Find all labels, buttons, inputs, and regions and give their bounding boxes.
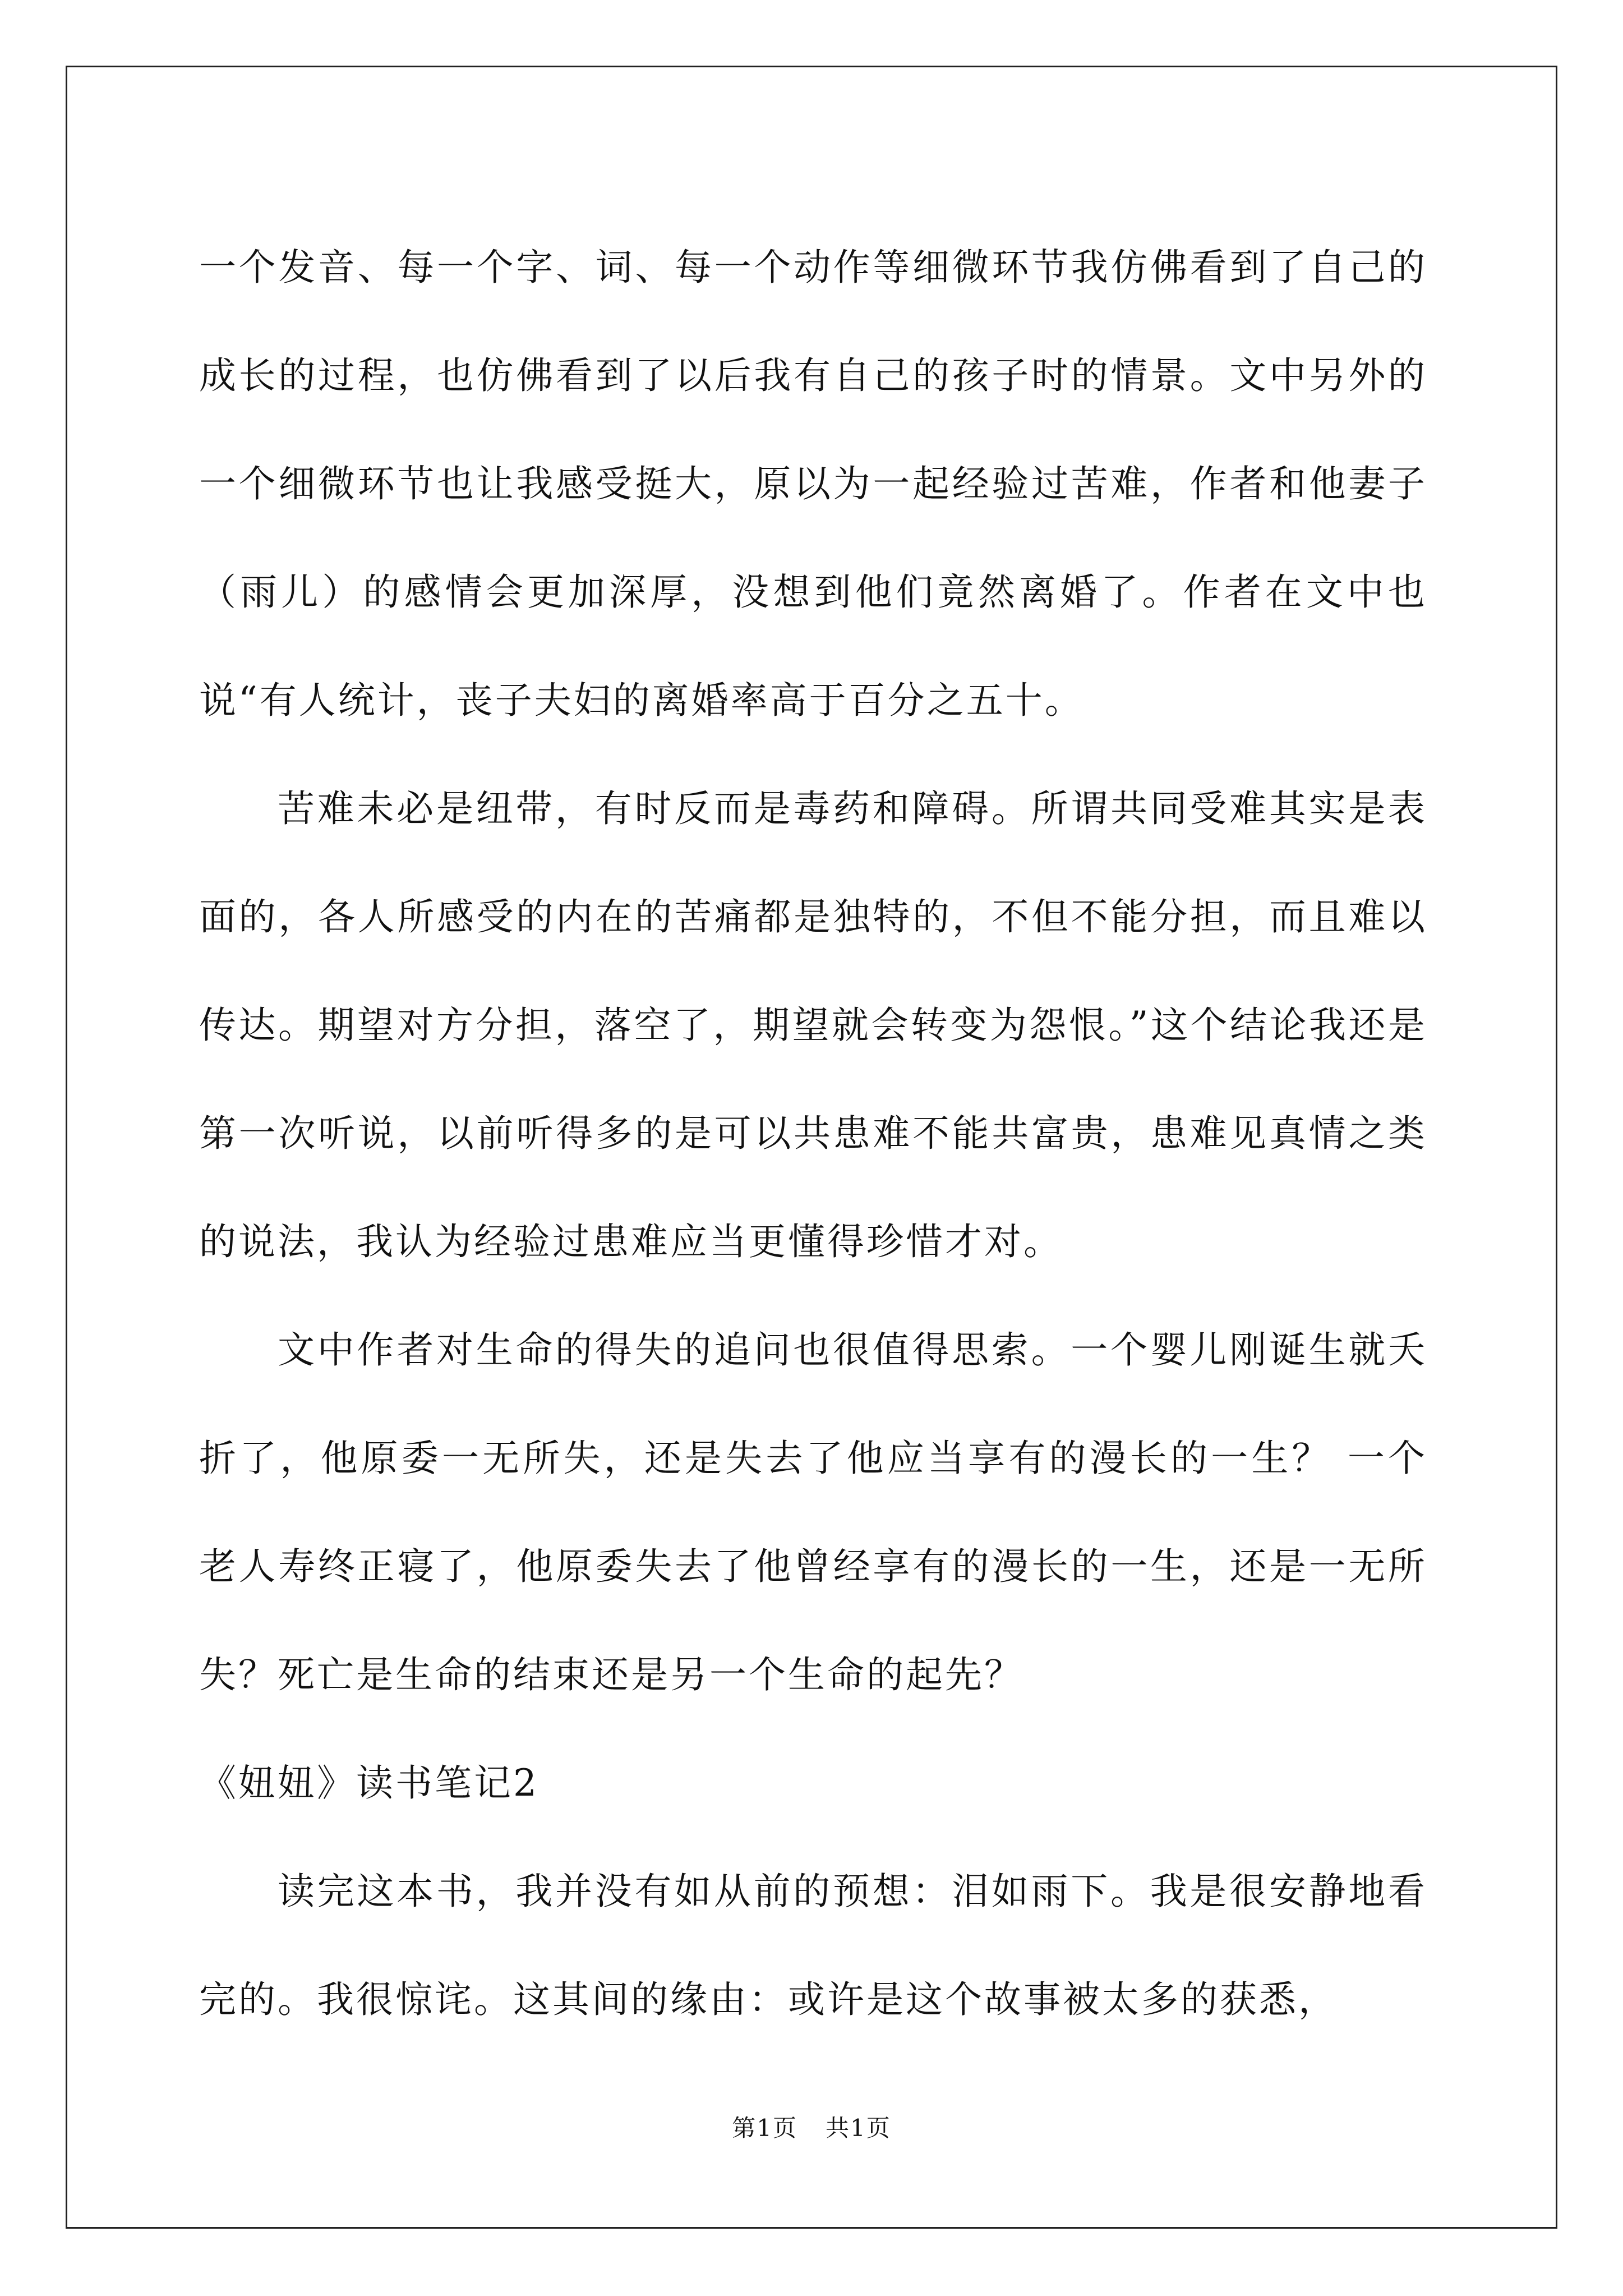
paragraph: 一个发音、每一个字、词、每一个动作等细微环节我仿佛看到了自己的成长的过程，也仿佛看到了以后我有自己的孩子时的情景。文中另外的一个细微环节也让我感受挺大，原以为一起经验过苦难，作者和他妻子（雨儿）的感情会更加深厚，没想到他们竟然离婚了。作者在文中也说“有人统计，丧子夫妇的离婚率高于百分之五十。 <box>199 246 1427 722</box>
paragraph: 苦难未必是纽带，有时反而是毒药和障碍。所谓共同受难其实是表面的，各人所感受的内在的苦痛都是独特的，不但不能分担，而且难以传达。期望对方分担，落空了，期望就会转变为怨恨。”这个结论我还是第一次听说，以前听得多的是可以共患难不能共富贵，患难见真情之类的说法，我认为经验过患难应当更懂得珍惜才对。 <box>199 787 1427 1263</box>
document-body <box>199 213 1427 2054</box>
paragraph: 读完这本书，我并没有如从前的预想：泪如雨下。我是很安静地看完的。我很惊诧。这其间的缘由：或许是这个故事被太多的获悉， <box>199 1870 1427 2021</box>
section-heading: 《妞妞》读书笔记2 <box>199 1761 539 1805</box>
paragraph: 文中作者对生命的得失的追问也很值得思索。一个婴儿刚诞生就夭折了，他原委一无所失，还是失去了他应当享有的漫长的一生？ 一个老人寿终正寝了，他原委失去了他曾经享有的漫长的一生，还是一无所失？死亡是生命的结束还是另一个生命的起先？ <box>199 1328 1427 1696</box>
page-total: 共1页 <box>826 2114 891 2142</box>
page-footer <box>0 2111 1623 2145</box>
page-number: 第1页 <box>732 2114 797 2142</box>
